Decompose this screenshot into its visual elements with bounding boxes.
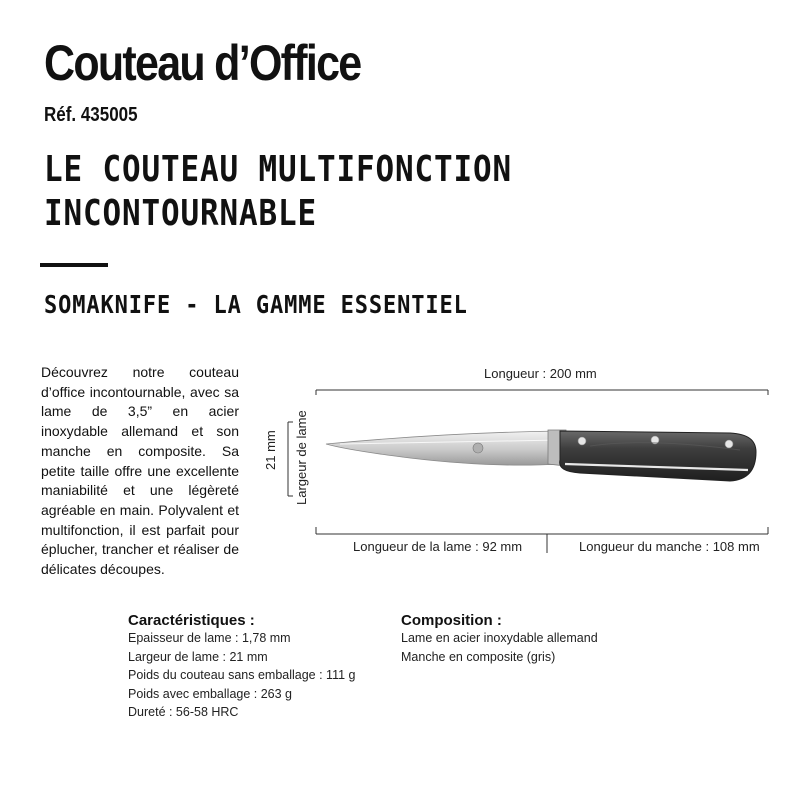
blade-width-label: Largeur de lame [294, 410, 309, 505]
height-label: 21 mm [263, 430, 278, 470]
headline [44, 148, 512, 236]
length-label: Longueur : 200 mm [484, 366, 597, 381]
logo-mark [473, 443, 483, 453]
divider [40, 263, 108, 267]
spec-item: Dureté : 56-58 HRC [128, 705, 239, 720]
rivet [725, 440, 733, 448]
rivet [578, 437, 586, 445]
knife-blade [326, 431, 560, 465]
characteristics-title: Caractéristiques : [128, 612, 255, 629]
spec-item: Poids avec emballage : 263 g [128, 686, 292, 701]
spec-item: Poids du couteau sans emballage : 111 g [128, 668, 356, 683]
blade-length-label: Longueur de la lame : 92 mm [353, 539, 523, 554]
composition-title: Composition : [401, 612, 502, 629]
product-description: Découvrez notre couteau d’office incontournable, avec sa lame de 3,5” en acier inoxydable allemand et son manche en composite. Sa petite taille offre une excellente maniabilité et une légèreté agréable en main. Polyvalent et multifonction, il est parfait pour éplucher, trancher et réaliser de délicates découpes. [41, 364, 239, 578]
range-name: SOMAKNIFE - LA GAMME ESSENTIEL [44, 290, 468, 319]
headline-line-2: INCONTOURNABLE [44, 193, 317, 234]
spec-item: Epaisseur de lame : 1,78 mm [128, 631, 291, 645]
spec-item: Largeur de lame : 21 mm [128, 649, 268, 664]
product-reference: Réf. 435005 [44, 104, 138, 126]
product-title: Couteau d’Office [44, 35, 361, 91]
length-bracket [316, 390, 768, 395]
handle-length-label: Longueur du manche : 108 mm [579, 539, 760, 554]
composition-item: Manche en composite (gris) [401, 649, 556, 664]
headline-line-1: LE COUTEAU MULTIFONCTION [44, 149, 512, 190]
characteristics-section [128, 612, 355, 722]
height-bracket [288, 422, 293, 496]
composition-item: Lame en acier inoxydable allemand [401, 631, 598, 645]
knife-diagram [260, 360, 780, 560]
composition-section [401, 612, 598, 666]
